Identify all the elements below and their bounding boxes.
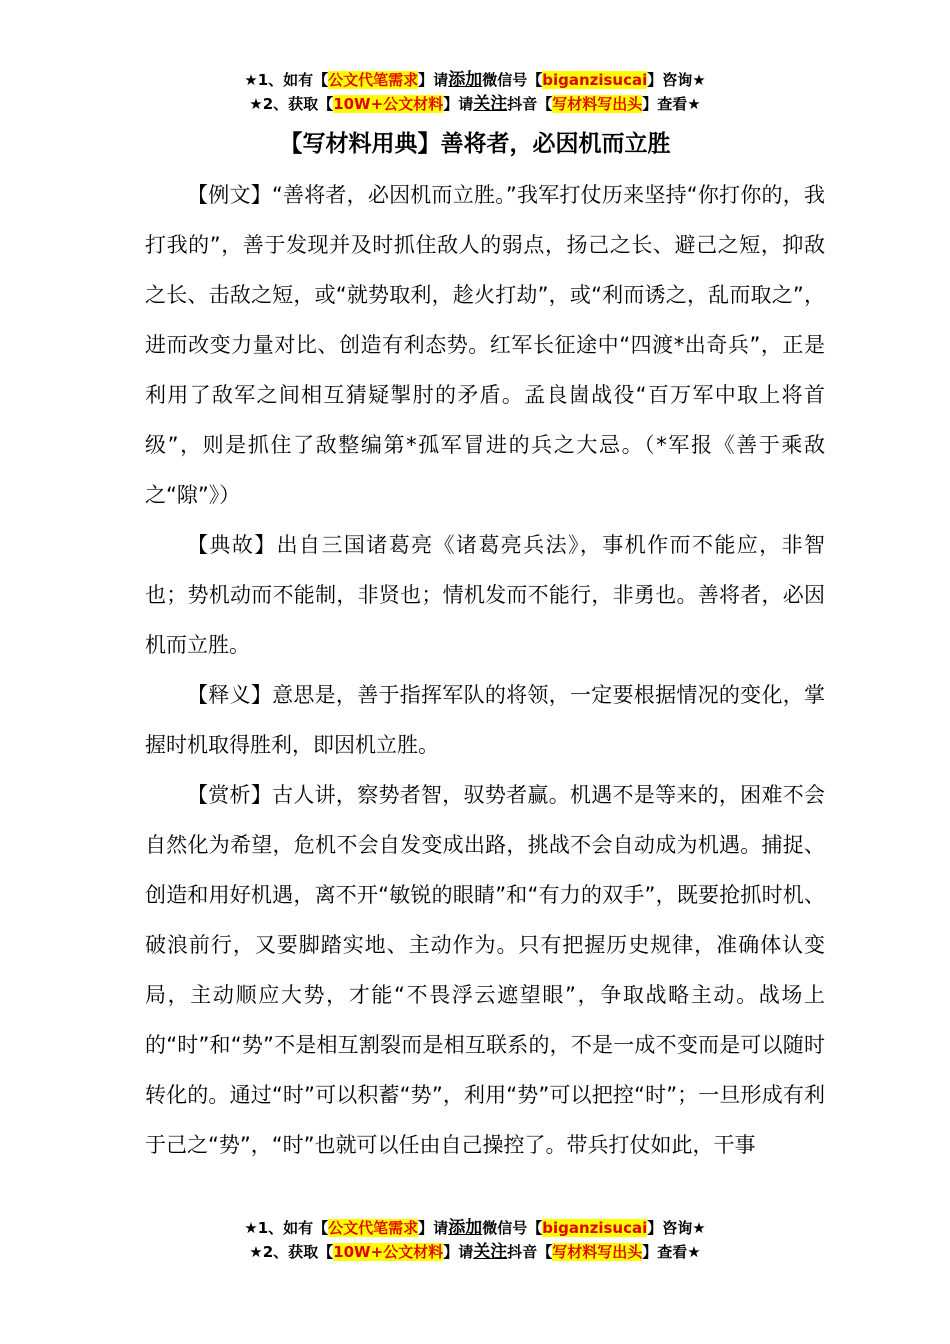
paragraph-meaning: 【释义】意思是，善于指挥军队的将领，一定要根据情况的变化，掌握时机取得胜利，即因机立胜。 — [145, 683, 825, 757]
paragraph-appreciation: 【赏析】古人讲，察势者智，驭势者赢。机遇不是等来的，困难不会自然化为希望，危机不会自发变成出路，挑战不会自动成为机遇。捕捉、创造和用好机遇，离不开“敏锐的眼睛”和“有力的双手”，既要抢抓时机、破浪前行，又要脚踏实地、主动作为。只有把握历史规律，准确体认变局，主动顺应大势，才能“不畏浮云遮望眼”，争取战略主动。战场上的“时”和“势”不是相互割裂而是相互联系的，不是一成不变而是可以随时转化的。通过“时”可以积蓄“势”，利用“势”可以把控“时”；一旦形成有利于己之“势”，“时”也就可以任由自己操控了。带兵打仗如此，干事 — [145, 783, 825, 1157]
paragraph-example: 【例文】“善将者，必因机而立胜。”我军打仗历来坚持“你打你的，我打我的”，善于发现并及时抓住敌人的弱点，扬己之长、避己之短，抑敌之长、击敌之短，或“就势取利，趁火打劫”，或“利而诱之，乱而取之”，进而改变力量对比、创造有利态势。红军长征途中“四渡*出奇兵”，正是利用了敌军之间相互猜疑掣肘的矛盾。孟良崮战役“百万军中取上将首级”，则是抓住了敌整编第*孤军冒进的兵之大忌。（*军报《善于乘敌之“隙”》） — [145, 183, 825, 507]
promo-highlight: 10W+公文材料 — [333, 1243, 444, 1261]
document-title: 【写材料用典】善将者，必因机而立胜 — [279, 131, 671, 157]
header-promo-banner — [0, 68, 950, 116]
promo-line-2: ★2、获取【10W+公文材料】请关注抖音【写材料写出头】查看★ — [249, 1242, 701, 1262]
document-body — [145, 170, 825, 1170]
footer-promo-banner — [0, 1216, 950, 1264]
promo-highlight: 公文代笔需求 — [328, 71, 419, 89]
promo-line-1: ★1、如有【公文代笔需求】请添加微信号【biganzisucai】咨询★ — [244, 70, 706, 90]
paragraph-allusion: 【典故】出自三国诸葛亮《诸葛亮兵法》，事机作而不能应，非智也；势机动而不能制，非贤也；情机发而不能行，非勇也。善将者，必因机而立胜。 — [145, 533, 825, 657]
promo-line-2: ★2、获取【10W+公文材料】请关注抖音【写材料写出头】查看★ — [249, 94, 701, 114]
promo-highlight: 写材料写出头 — [552, 95, 643, 113]
promo-underline: 添加 — [448, 70, 483, 90]
promo-underline: 关注 — [473, 94, 508, 114]
promo-highlight: biganzisucai — [542, 1219, 648, 1237]
promo-highlight: 10W+公文材料 — [333, 95, 444, 113]
promo-underline: 关注 — [473, 1242, 508, 1262]
promo-line-1: ★1、如有【公文代笔需求】请添加微信号【biganzisucai】咨询★ — [244, 1218, 706, 1238]
promo-highlight: 公文代笔需求 — [328, 1219, 419, 1237]
promo-highlight: 写材料写出头 — [552, 1243, 643, 1261]
promo-underline: 添加 — [448, 1218, 483, 1238]
promo-highlight: biganzisucai — [542, 71, 648, 89]
